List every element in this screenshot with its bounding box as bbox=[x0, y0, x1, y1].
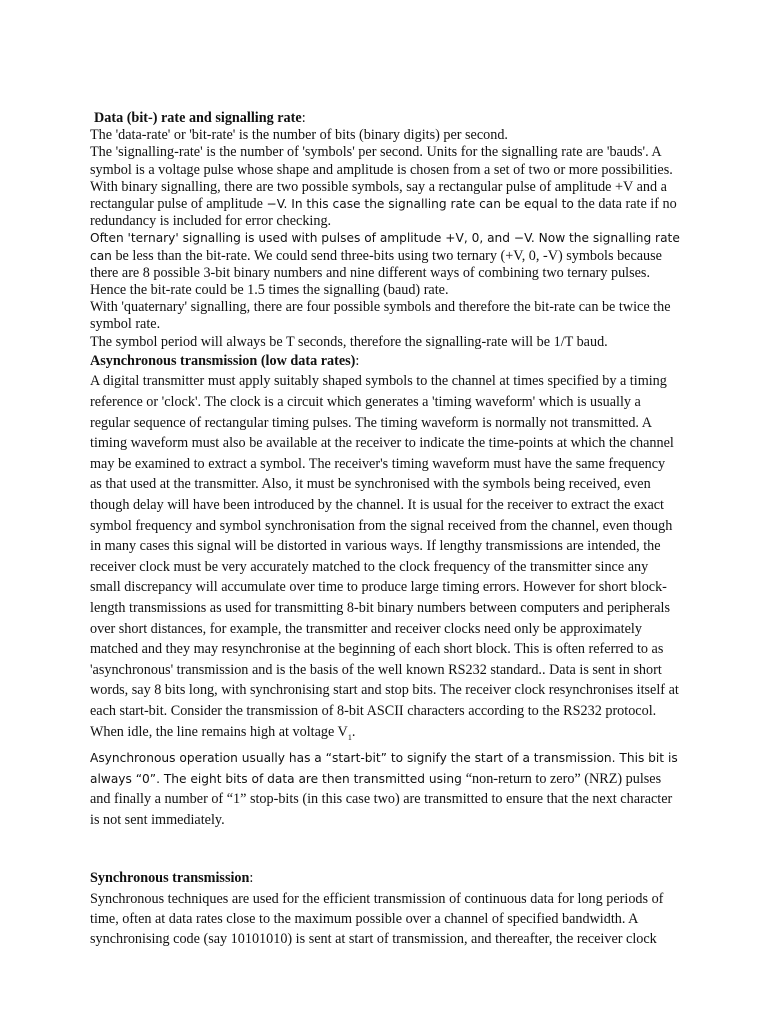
section-heading-asynchronous bbox=[90, 351, 680, 372]
section-data-rate bbox=[90, 110, 680, 351]
paragraph-quaternary: With 'quaternary' signalling, there are four possible symbols and therefore the bit-rate can be twice the symbol rate. bbox=[90, 299, 671, 333]
paragraph-bit-rate: The 'data-rate' or 'bit-rate' is the number of bits (binary digits) per second. bbox=[90, 127, 508, 144]
text-run: . bbox=[351, 723, 356, 740]
heading-text: Data (bit-) rate and signalling rate bbox=[94, 110, 302, 126]
text-run: “non-return to zero” (NRZ) pulses and finally a number of “1” stop-bits (in this case two) are transmitted to ensure that the next character is not sent immediately. bbox=[90, 770, 673, 828]
heading-text: Synchronous transmission bbox=[90, 870, 250, 887]
heading-colon: : bbox=[301, 110, 306, 126]
text-run-sans: −V. In this case the signalling rate can be equal to bbox=[266, 197, 574, 212]
text-run-sans: Often 'ternary' signalling is used with pulses of amplitude +V, 0, and −V. Now the signalling rate can bbox=[90, 231, 680, 263]
text-run-sans: Asynchronous operation usually has a “start-bit” to signify the start of a transmission. This bit is always “0”. The eight bits of data are then transmitted using bbox=[90, 750, 678, 786]
paragraph-timing-reference bbox=[90, 371, 680, 748]
heading-colon: : bbox=[355, 352, 360, 369]
subscript: 1 bbox=[347, 732, 352, 742]
document-page bbox=[90, 110, 680, 949]
heading-text: Asynchronous transmission (low data rates) bbox=[90, 352, 356, 369]
paragraph-ternary bbox=[90, 230, 680, 299]
section-heading-data-rate bbox=[90, 110, 680, 127]
section-asynchronous bbox=[90, 351, 680, 830]
paragraph-synchronous-techniques: Synchronous techniques are used for the efficient transmission of continuous data for long periods of time, often at data rates close to the maximum possible over a channel of specified bandwidth. A synchronising code (say 10101010) is sent at start of transmission, and thereafter, the receiver clock bbox=[90, 890, 664, 947]
text-run: the data rate if no redundancy is included for error checking. bbox=[90, 196, 677, 230]
paragraph-start-bit bbox=[90, 748, 680, 830]
section-synchronous bbox=[90, 868, 680, 949]
section-heading-synchronous bbox=[90, 868, 680, 888]
text-run: be less than the bit-rate. We could send three-bits using two ternary (+V, 0, -V) symbols because there are 8 possible 3-bit binary numbers and nine different ways of combining two ternary pulses. Hence the bit-rate could be 1.5 times the signalling (baud) rate. bbox=[90, 247, 662, 299]
heading-colon: : bbox=[249, 870, 254, 887]
text-run: A digital transmitter must apply suitably shaped symbols to the channel at times specified by a timing reference or 'clock'. The clock is a circuit which generates a 'timing waveform' which is usually a regular sequence of rectangular timing pulses. The timing waveform is normally not transmitted. A timing waveform must also be available at the receiver to indicate the time-points at which the channel may be examined to extract a symbol. The receiver's timing waveform must have the same frequency as that used at the transmitter. Also, it must be synchronised with the symbols being received, even though delay will have been introduced by the channel. It is usual for the receiver to extract the exact symbol frequency and symbol synchronisation from the signal received from the channel, even though in many cases this signal will be distorted in various ways. If lengthy transmissions are intended, the receiver clock must be very accurately matched to the clock frequency of the transmitter since any small discrepancy will accumulate over time to produce large timing errors. However for short block-length transmissions as used for transmitting 8-bit binary numbers between computers and peripherals over short distances, for example, the transmitter and receiver clocks need only be approximately matched and they may resynchronise at the beginning of each short block. This is often referred to as 'asynchronous' transmission and is the basis of the well known RS232 standard.. Data is sent in short words, say 8 bits long, with synchronising start and stop bits. The receiver clock resynchronises itself at each start-bit. Consider the transmission of 8-bit ASCII characters according to the RS232 protocol. When idle, the line remains high at voltage V bbox=[90, 373, 679, 740]
paragraph-signalling-rate bbox=[90, 144, 680, 230]
text-run: The 'signalling-rate' is the number of 'symbols' per second. Units for the signalling rate are 'bauds'. A symbol is a voltage pulse whose shape and amplitude is chosen from a set of two or more possibilities. With binary signalling, there are two possible symbols, say a rectangular pulse of amplitude +V and a rectangular pulse of amplitude bbox=[90, 144, 673, 213]
paragraph-symbol-period: The symbol period will always be T seconds, therefore the signalling-rate will be 1/T baud. bbox=[90, 333, 608, 350]
